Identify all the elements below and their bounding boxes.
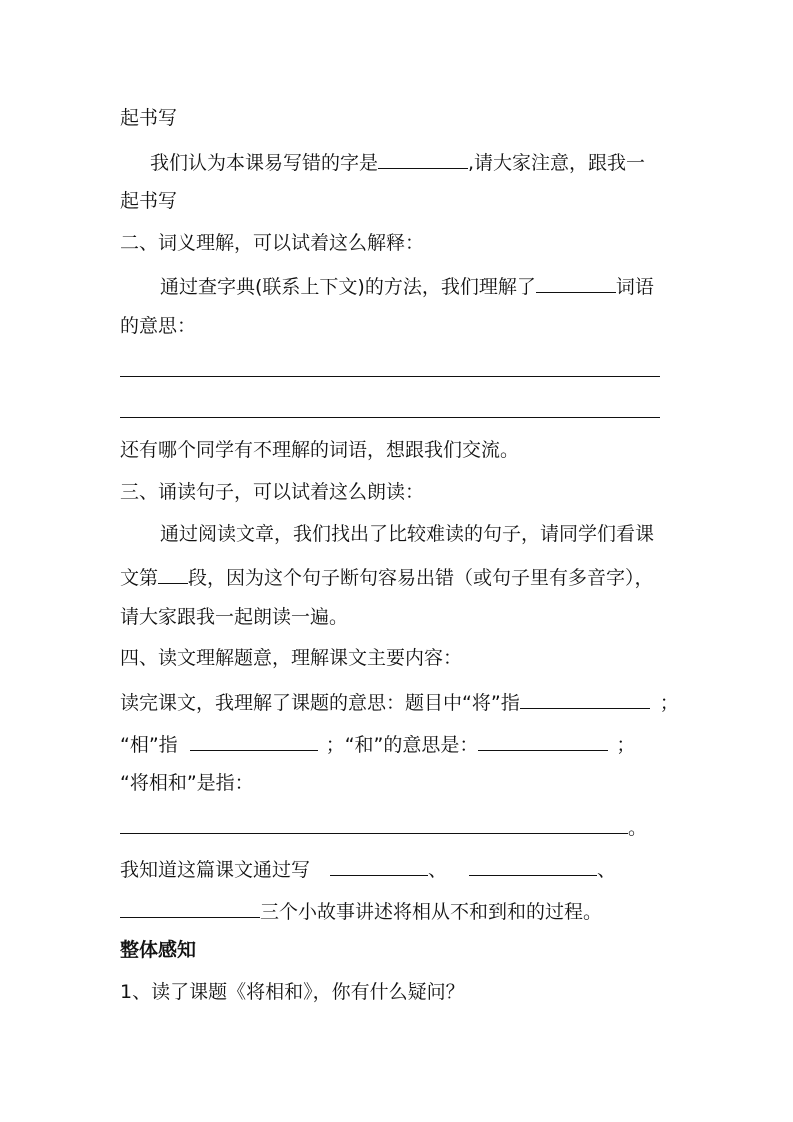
answer-line[interactable] (120, 376, 660, 377)
text: 请大家跟我一起朗读一遍。 (120, 606, 349, 628)
text-line (120, 730, 635, 757)
section-heading (120, 938, 196, 962)
text: ； (659, 692, 679, 714)
text: 三个小故事讲述将相从不和到和的过程。 (260, 901, 603, 923)
text-line (150, 148, 645, 175)
text-line (160, 272, 654, 299)
question-line (120, 980, 465, 1004)
text: ；“和”的意思是： (325, 734, 479, 756)
text-line (120, 897, 602, 924)
text: 起书写 (120, 190, 178, 212)
section-heading (120, 480, 424, 504)
fill-blank[interactable] (478, 730, 608, 751)
text: 的意思： (120, 315, 197, 337)
text: “相”指 (120, 734, 178, 756)
section-heading (120, 646, 462, 670)
fill-blank[interactable] (120, 897, 260, 918)
text-line (120, 189, 177, 213)
text: 、 (428, 859, 448, 881)
text: 通过阅读文章，我们找出了比较难读的句子，请同学们看课 (160, 523, 655, 545)
fill-blank[interactable] (378, 148, 468, 169)
text: ； (616, 734, 636, 756)
text-line (120, 855, 616, 882)
text-line (120, 563, 654, 590)
fill-blank[interactable] (120, 813, 628, 834)
text: 词语 (615, 276, 654, 298)
text-line (120, 813, 647, 840)
text: 还有哪个同学有不理解的词语，想跟我们交流。 (120, 439, 520, 461)
text: 三、诵读句子，可以试着这么朗读： (120, 481, 425, 503)
text-line (160, 522, 654, 546)
text: 整体感知 (120, 939, 197, 961)
fill-blank[interactable] (190, 730, 318, 751)
fill-blank[interactable] (330, 855, 428, 876)
text: 读完课文，我理解了课题的意思：题目中“将”指 (120, 692, 520, 714)
fill-blank[interactable] (158, 563, 188, 584)
text: “将相和”是指： (120, 772, 254, 794)
fill-blank[interactable] (469, 855, 597, 876)
text: 、 (597, 859, 617, 881)
text: 我们认为本课易写错的字是 (150, 152, 379, 174)
text-line (120, 314, 196, 338)
text: 四、读文理解题意，理解课文主要内容： (120, 647, 463, 669)
text: 通过查字典(联系上下文)的方法，我们理解了 (160, 276, 536, 298)
fill-blank[interactable] (520, 688, 650, 709)
text: 1、读了课题《将相和》，你有什么疑问？ (120, 981, 465, 1003)
text-line (120, 438, 519, 462)
text: 起书写 (120, 107, 178, 129)
text: 二、词义理解，可以试着这么解释： (120, 232, 425, 254)
text-line (120, 688, 679, 715)
text-line (120, 771, 254, 795)
text: 文第 (120, 567, 159, 589)
section-heading (120, 231, 424, 255)
text: ,请大家注意，跟我一 (468, 152, 646, 174)
text: 。 (628, 817, 648, 839)
text: 我知道这篇课文通过写 (120, 859, 311, 881)
fill-blank[interactable] (536, 272, 616, 293)
answer-line[interactable] (120, 417, 660, 418)
text-line (120, 605, 348, 629)
text: 段，因为这个句子断句容易出错（或句子里有多音字）， (188, 567, 654, 589)
text-line (120, 106, 177, 130)
